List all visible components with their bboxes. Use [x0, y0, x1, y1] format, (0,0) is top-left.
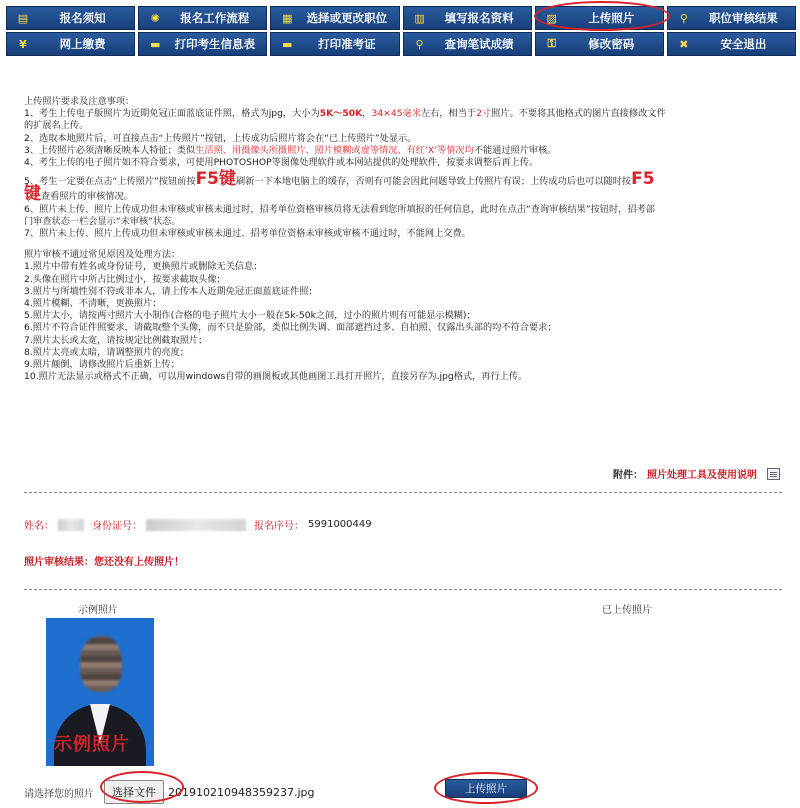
reg-label: 报名序号：	[254, 521, 304, 532]
candidate-info	[24, 517, 372, 532]
attachment-label: 附件：	[613, 470, 643, 481]
instruction-5: 5、考生一定要在点击“上传照片”按钮前按F5键刷新一下本地电脑上的缓存，否则有可能会因此问题导致上传照片有误；上传成功后也可以随时按F5	[24, 169, 655, 190]
nav-button-row1-2[interactable]	[270, 6, 399, 30]
name-label: 姓名：	[24, 521, 54, 532]
reason-item: 10.照片无法显示或格式不正确，可以用windows自带的画图板或其他画图工具打开照片，直接另存为.jpg格式，再行上传。	[24, 371, 528, 383]
top-navigation	[6, 6, 796, 58]
reasons-title: 照片审核不通过常见原因及处理方法：	[24, 249, 181, 261]
nav-button-label: 报名须知	[59, 11, 106, 25]
choose-file-button[interactable]: 选择文件	[104, 780, 164, 804]
nav-button-row1-4[interactable]	[535, 6, 664, 30]
nav-button-label: 职位审核结果	[708, 11, 778, 25]
divider	[24, 492, 782, 493]
printer-icon: ▬	[149, 37, 161, 51]
nav-button-row1-5[interactable]	[667, 6, 796, 30]
instruction-1: 1、考生上传电子版照片为近期免冠正面蓝底证件照，格式为jpg，大小为5K～50K，34×45毫米左右，相当于2寸照片。不要将其他格式的图片直接修改文件	[24, 108, 666, 120]
attachment	[613, 466, 780, 481]
instructions	[24, 96, 780, 383]
image-icon: ▨	[546, 11, 557, 25]
nav-button-label: 打印准考证	[318, 37, 376, 51]
instruction-6-cont: 门审查状态一栏会显示“未审核”状态。	[24, 215, 181, 227]
document-icon[interactable]	[767, 468, 780, 480]
reason-item: 9.照片颠倒，请修改照片后重新上传；	[24, 359, 180, 371]
nav-button-label: 网上缴费	[59, 37, 106, 51]
exit-icon: ✖	[679, 37, 689, 51]
nav-button-row2-3[interactable]	[403, 32, 532, 56]
id-label: 身份证号：	[92, 521, 142, 532]
nav-button-row1-3[interactable]	[403, 6, 532, 30]
sample-photo	[46, 618, 154, 766]
reason-item: 3.照片与所填性别不符或非本人，请上传本人近期免冠正面蓝底证件照；	[24, 285, 318, 297]
instruction-4: 4、考生上传的电子照片如不符合要求，可使用PHOTOSHOP等图像处理软件或本网站提供的处理软件，按要求调整后再上传。	[24, 157, 539, 169]
selected-filename: 201910210948359237.jpg	[168, 785, 315, 799]
reason-item: 5.照片太小，请按两寸照片大小制作(合格的电子照片大小一般在5k-50k之间，过小的照片则有可能显示模糊)；	[24, 310, 476, 322]
nav-button-label: 查询笔试成绩	[444, 37, 514, 51]
reason-item: 2.头像在照片中所占比例过小，按要求截取头像；	[24, 273, 226, 285]
nav-button-row2-4[interactable]	[535, 32, 664, 56]
reasons-list	[24, 261, 780, 383]
file-picker	[24, 780, 315, 804]
nav-row-1	[6, 6, 796, 30]
divider-2	[24, 589, 782, 590]
nav-button-label: 修改密码	[588, 37, 635, 51]
instruction-5-cont: 键查看照片的审核情况。	[24, 184, 133, 205]
instruction-1-cont: 的扩展名上传。	[24, 120, 89, 132]
uploaded-photo-label: 已上传照片	[602, 605, 652, 616]
nav-button-label: 上传照片	[588, 11, 635, 25]
nav-row-2	[6, 32, 796, 56]
magnifier-icon: ⚲	[415, 37, 424, 51]
reason-item: 1.照片中带有姓名或身份证号，更换照片或删除无关信息；	[24, 261, 263, 273]
nav-button-label: 选择或更改职位	[306, 11, 388, 25]
sample-photo-label: 示例照片	[78, 605, 118, 616]
reason-item: 6.照片不符合证件照要求，请截取整个头像，而不只是脸部，类似比例失调、面部遮挡过多、自拍照、仅露出头部的均不符合要求；	[24, 322, 557, 334]
reg-number: 5991000449	[308, 519, 372, 530]
nav-button-row1-1[interactable]	[138, 6, 267, 30]
instruction-6: 6、照片未上传、照片上传成功但未审核或审核未通过时，招考单位资格审核员将无法看到您所填报的任何信息，此时在点击“查询审核结果”按钮时，招考部	[24, 203, 655, 215]
upload-photo-button[interactable]: 上传照片	[445, 779, 527, 798]
instruction-2: 2、选取本地照片后，可直接点击“上传照片”按钮，上传成功后照片将会在“已上传照片”处显示。	[24, 132, 417, 144]
reason-item: 4.照片模糊、不清晰，更换照片；	[24, 298, 162, 310]
nav-button-row2-2[interactable]	[270, 32, 399, 56]
instructions-title: 上传照片要求及注意事项：	[24, 96, 135, 107]
sample-photo-caption: 示例照片	[54, 734, 130, 755]
key-icon: ⚿	[547, 37, 556, 50]
instruction-7: 7、照片未上传、照片上传成功但未审核或审核未通过、招考单位资格未审核或审核不通过时，不能网上交费。	[24, 228, 471, 240]
attachment-link[interactable]: 照片处理工具及使用说明	[647, 470, 757, 481]
reason-item: 8.照片太亮或太暗，请调整照片的亮度；	[24, 346, 189, 358]
nav-button-label: 报名工作流程	[180, 11, 250, 25]
gear-icon: ✺	[150, 11, 160, 25]
nav-button-row2-5[interactable]	[667, 32, 796, 56]
yen-icon: ¥	[19, 37, 27, 51]
nav-button-row2-1[interactable]	[138, 32, 267, 56]
nav-button-label: 填写报名资料	[444, 11, 514, 25]
id-value-blurred	[146, 519, 246, 531]
nav-button-row1-0[interactable]	[6, 6, 135, 30]
choose-photo-label: 请选择您的照片	[24, 788, 94, 800]
nav-button-label: 安全退出	[720, 37, 767, 51]
nav-button-row2-0[interactable]	[6, 32, 135, 56]
speech-bubble-icon: ▤	[17, 11, 29, 25]
grid-icon: ▦	[282, 11, 293, 25]
search-icon: ⚲	[679, 11, 688, 25]
instruction-3: 3、上传照片必须清晰反映本人特征；类似生活照、用摄像头所摄照片、照片模糊或虚等情况、有红‘X’等情况均不能通过照片审核。	[24, 144, 557, 156]
nav-button-label: 打印考生信息表	[174, 37, 255, 51]
blurred-face	[80, 636, 122, 692]
printer-icon: ▬	[282, 37, 293, 51]
form-icon: ▥	[414, 11, 425, 25]
name-value-blurred	[58, 519, 84, 531]
audit-result: 照片审核结果：您还没有上传照片！	[24, 557, 184, 568]
reason-item: 7.照片太长或太宽，请按规定比例截取照片；	[24, 334, 208, 346]
